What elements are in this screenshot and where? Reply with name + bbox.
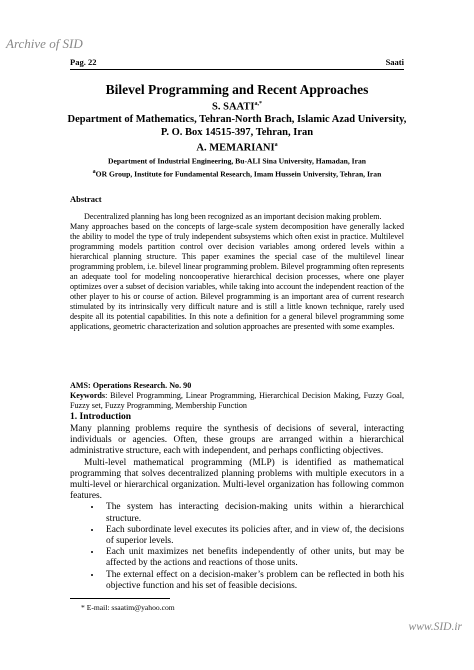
abstract-heading: Abstract xyxy=(70,194,102,204)
section-heading-introduction: 1. Introduction xyxy=(70,412,132,422)
footnote-email: * E-mail: ssaatim@yahoo.com xyxy=(81,603,175,612)
abstract-body xyxy=(70,212,404,332)
paper-title: Bilevel Programming and Recent Approaches xyxy=(105,82,369,97)
running-author: Saati xyxy=(385,57,404,67)
feature-list xyxy=(70,502,404,592)
list-item: • Each unit maximizes net benefits independently of other units, but may be affected by the actions and reactions of those units. xyxy=(102,547,404,569)
abstract-paragraph-1: Decentralized planning has long been recognized as an important decision making problem. xyxy=(84,212,382,221)
affiliations xyxy=(70,154,404,179)
title-block xyxy=(60,82,414,155)
author-1-marks: a,* xyxy=(254,101,262,107)
affiliation-2: $^a$OR Group, Institute for Fundamental Research, Imam Hussein University, Tehran, Iran xyxy=(92,168,382,179)
watermark-archive: Archive of SID xyxy=(6,36,83,51)
affiliation-line-2: P. O. Box 14515-397, Tehran, Iran xyxy=(160,126,314,138)
author-2-marks: a xyxy=(274,142,278,148)
abstract-paragraph-2: Many approaches based on the concepts of large-scale system decomposition have generally lacked the ability to model the type of truly independent subsystems which often exist in practice. Multilevel programming models partition control over decision variables among ordered levels within a hierarchical planning structure. This paper examines the special case of the multilevel linear programming problem, i.e. bilevel linear programming problem. Bilevel programming often represents an adequate tool for modeling noncooperative hierarchical decision processes, where one player optimizes over a subset of decision variables, while taking into account the independent reaction of the other player to his or course of action. Bilevel programming is an important area of current research stimulated by its intrinsically very difficult nature and is still a little known technique, rarely used despite all its potential capabilities. In this note a definition for a general bilevel programming some applications, geometric characterization and solution approaches are presented with some examples. xyxy=(70,222,404,331)
affiliation-1: Department of Industrial Engineering, Bu-ALI Sina University, Hamadan, Iran xyxy=(107,156,366,166)
page-label: Pag. 22 xyxy=(70,57,97,67)
author-1: S. $SAATI^{a,*}$ xyxy=(212,101,262,113)
keywords: Keywords: Bilevel Programming, Linear Programming, Hierarchical Decision Making, Fuzzy Goal, Fuzzy set, Fuzzy Programming, Membership Function xyxy=(70,391,404,410)
affiliation-line-1: Department of Mathematics, Tehran-North Brach, Islamic Azad University, xyxy=(67,114,407,125)
intro-paragraph-1: Many planning problems require the synthesis of decisions of several, interacting individuals or agencies. Often, these groups are arranged within a hierarchical administrative structure, each with independent, and perhaps conflicting objectives. xyxy=(70,424,404,457)
ams-classification: AMS: Operations Research. No. 90 xyxy=(70,381,192,390)
introduction-body xyxy=(70,424,404,592)
author-2: A. MEMARIANI$^a$ xyxy=(196,142,278,154)
keywords-block xyxy=(70,381,404,411)
list-item: • The external effect on a decision-maker’s problem can be reflected in both his objective function and his set of feasible decisions. xyxy=(102,570,404,592)
watermark-url: www.SID.ir xyxy=(408,621,462,633)
intro-paragraph-2: Multi-level mathematical programming (MLP) is identified as mathematical programming that solves decentralized planning problems with multiple executors in a multi-level or hierarchical organization. Multi-level organization has following common features. xyxy=(70,457,404,502)
header-rule xyxy=(70,69,404,70)
footnote-rule xyxy=(70,598,170,599)
list-item: • The system has interacting decision-making units within a hierarchical structure. xyxy=(102,502,404,524)
list-item: • Each subordinate level executes its policies after, and in view of, the decisions of superior levels. xyxy=(102,525,404,547)
